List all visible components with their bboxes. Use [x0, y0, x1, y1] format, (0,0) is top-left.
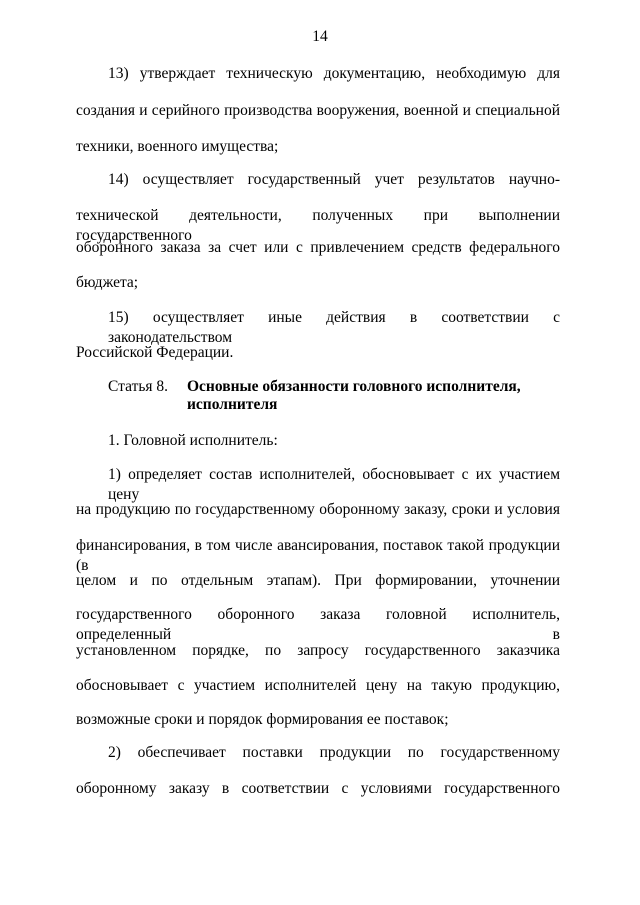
- clause-1-line-7: обосновывает с участием исполнителей цену на такую продукцию,: [76, 677, 560, 694]
- page-number: 14: [312, 28, 328, 45]
- clause-1-line-6: установленном порядке, по запросу государственного заказчика: [76, 642, 560, 659]
- paragraph-13-line-1: 13) утверждает техническую документацию, необходимую для: [108, 65, 560, 82]
- clause-1-line-4: целом и по отдельным этапам). При формировании, уточнении: [76, 572, 560, 589]
- paragraph-14-line-4: бюджета;: [76, 274, 139, 291]
- paragraph-14-line-2: технической деятельности, полученных при выполнении государственного: [76, 207, 560, 244]
- article-title-line-2: исполнителя: [187, 396, 278, 413]
- paragraph-14-line-3: оборонного заказа за счет или с привлечением средств федерального: [76, 239, 560, 256]
- clause-1-line-3: финансирования, в том числе авансирования, поставок такой продукции (в: [76, 537, 560, 574]
- paragraph-13-line-3: техники, военного имущества;: [76, 138, 279, 155]
- clause-1-line-5: государственного оборонного заказа головной исполнитель, определенный в: [76, 606, 560, 643]
- paragraph-15-line-1: 15) осуществляет иные действия в соответствии с законодательством: [108, 309, 560, 346]
- clause-2-line-1: 2) обеспечивает поставки продукции по государственному: [108, 744, 560, 761]
- paragraph-14-line-1: 14) осуществляет государственный учет результатов научно-: [108, 171, 560, 188]
- clause-1-line-2: на продукцию по государственному оборонному заказу, сроки и условия: [76, 501, 560, 518]
- article-title-line-1: Основные обязанности головного исполнителя,: [187, 378, 521, 395]
- clause-1-line-1: 1) определяет состав исполнителей, обосновывает с их участием цену: [108, 466, 560, 503]
- clause-2-line-2: оборонному заказу в соответствии с условиями государственного: [76, 780, 560, 797]
- article-title: [187, 378, 521, 414]
- clause-1-line-8: возможные сроки и порядок формирования ее поставок;: [76, 711, 449, 728]
- paragraph-15-line-2: Российской Федерации.: [76, 344, 234, 361]
- article-label: Статья 8.: [108, 378, 169, 395]
- paragraph-13-line-2: создания и серийного производства вооружения, военной и специальной: [76, 102, 560, 119]
- section-1-intro: 1. Головной исполнитель:: [108, 432, 278, 449]
